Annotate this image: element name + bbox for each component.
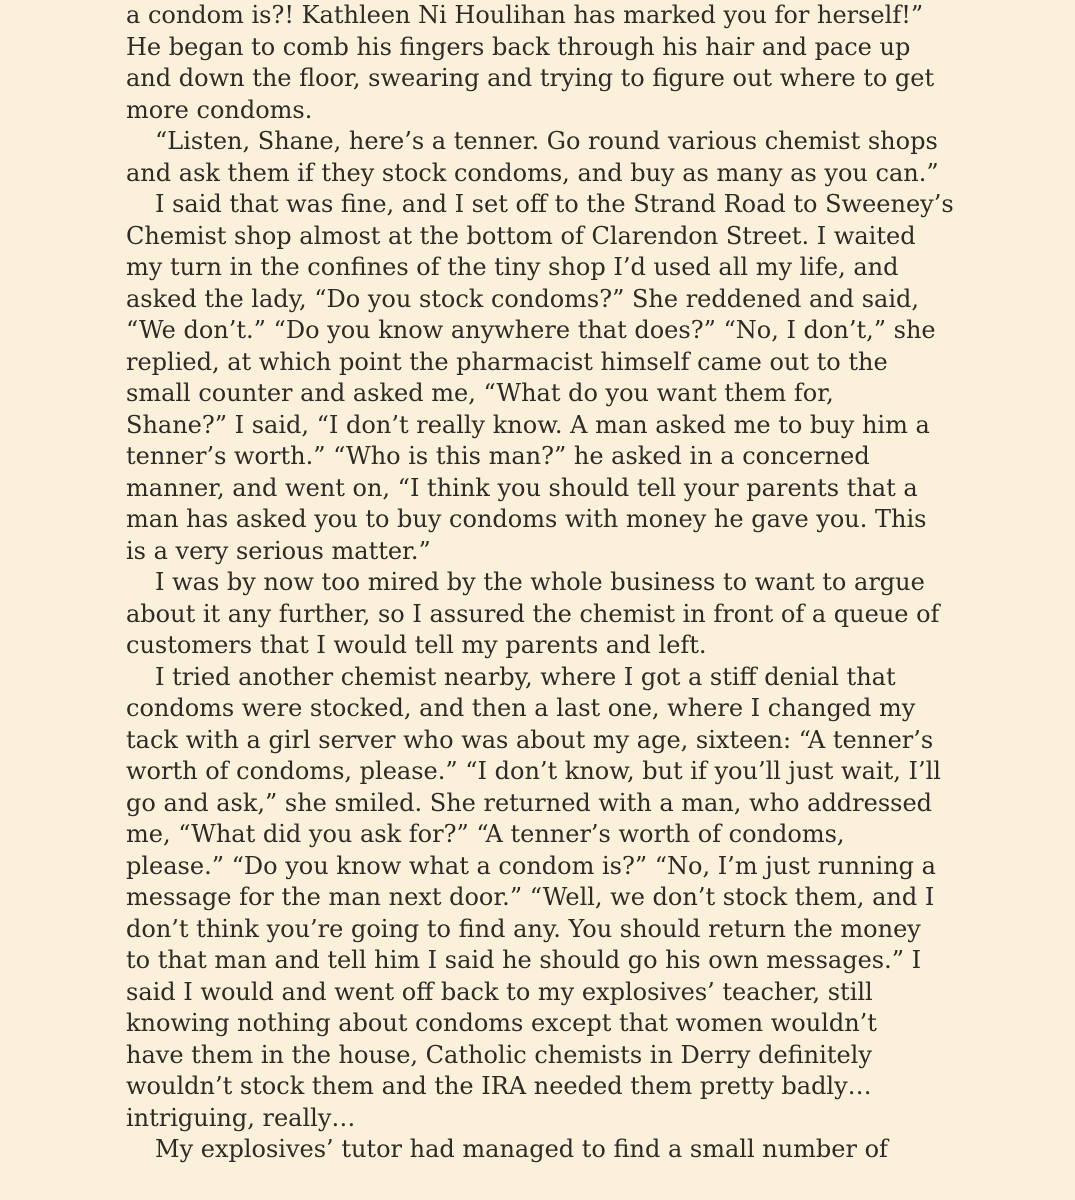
text-line: tenner’s worth.” “Who is this man?” he asked in a concerned [126,442,870,470]
text-line: worth of condoms, please.” “I don’t know, but if you’ll just wait, I’ll [126,757,941,785]
text-line: don’t think you’re going to find any. You should return the money [126,914,921,943]
text-line: me, “What did you ask for?” “A tenner’s worth of condoms, [126,820,845,848]
text-line: to that man and tell him I said he should go his own messages.” I [126,946,922,974]
text-line: Shane?” I said, “I don’t really know. A man asked me to buy him a [126,410,930,439]
text-line: intriguing, really… [126,1103,356,1132]
text-line: condoms were stocked, and then a last one, where I changed my [126,694,916,722]
text-line: is a very serious matter.” [126,536,431,565]
text-line: please.” “Do you know what a condom is?” “No, I’m just running a [126,851,936,880]
text-line: small counter and asked me, “What do you want them for, [126,379,834,407]
text-line: and ask them if they stock condoms, and buy as many as you can.” [126,158,939,187]
text-line: about it any further, so I assured the chemist in front of a queue of [126,599,940,628]
paragraph-first-line: “Listen, Shane, here’s a tenner. Go round various chemist shops [155,127,938,155]
text-line: have them in the house, Catholic chemists in Derry definitely [126,1040,872,1069]
paragraph-first-line: I said that was fine, and I set off to the Strand Road to Sweeney’s [155,190,954,218]
text-line: wouldn’t stock them and the IRA needed them pretty badly… [126,1072,872,1100]
paragraph-first-line: I was by now too mired by the whole business to want to argue [155,568,925,596]
text-line: man has asked you to buy condoms with money he gave you. This [126,505,927,533]
paragraph-first-line: My explosives’ tutor had managed to find a small number of [155,1135,888,1163]
text-line: said I would and went off back to my explosives’ teacher, still [126,977,873,1006]
body-text [126,0,956,1166]
text-line: “We don’t.” “Do you know anywhere that does?” “No, I don’t,” she [126,316,936,344]
paragraph-first-line: I tried another chemist nearby, where I got a stiff denial that [155,662,896,691]
text-line: a condom is?! Kathleen Ni Houlihan has marked you for herself!” [126,1,924,29]
text-line: replied, at which point the pharmacist himself came out to the [126,347,888,376]
text-line: tack with a girl server who was about my age, sixteen: “A tenner’s [126,725,934,754]
text-line: asked the lady, “Do you stock condoms?” She reddened and said, [126,284,920,313]
text-line: my turn in the confines of the tiny shop I’d used all my life, and [126,253,899,281]
text-line: knowing nothing about condoms except that women wouldn’t [126,1009,877,1037]
text-line: and down the floor, swearing and trying to figure out where to get [126,64,935,92]
text-line: message for the man next door.” “Well, we don’t stock them, and I [126,883,935,911]
text-line: He began to comb his fingers back through his hair and pace up [126,32,911,61]
text-line: go and ask,” she smiled. She returned with a man, who addressed [126,788,933,817]
text-line: manner, and went on, “I think you should tell your parents that a [126,473,918,502]
text-line: Chemist shop almost at the bottom of Clarendon Street. I waited [126,221,916,250]
text-line: more condoms. [126,95,313,124]
text-line: customers that I would tell my parents and left. [126,631,707,659]
